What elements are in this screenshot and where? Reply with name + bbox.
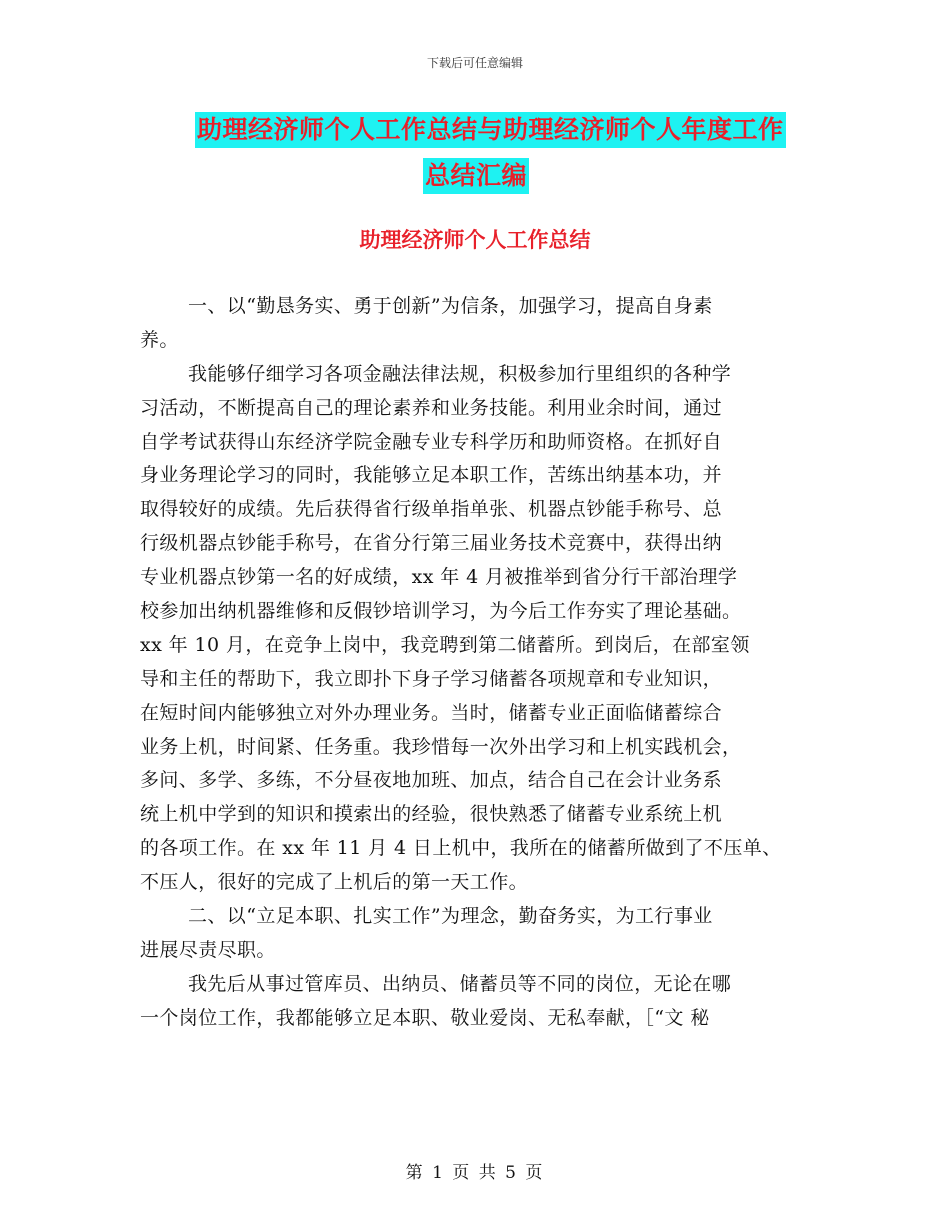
paragraph-line: 我能够仔细学习各项金融法律法规，积极参加行里组织的各种学	[188, 362, 732, 385]
document-title-line-2: 总结汇编	[423, 158, 529, 194]
paragraph-line: 统上机中学到的知识和摸索出的经验，很快熟悉了储蓄专业系统上机	[140, 803, 723, 826]
paragraph-line: 不压人，很好的完成了上机后的第一天工作。	[140, 871, 529, 894]
paragraph-line: 的各项工作。在 xx 年 11 月 4 日上机中，我所在的储蓄所做到了不压单、	[140, 837, 782, 860]
paragraph-line: 业务上机，时间紧、任务重。我珍惜每一次外出学习和上机实践机会，	[140, 735, 742, 758]
paragraph-line: 取得较好的成绩。先后获得省行级单指单张、机器点钞能手称号、总	[140, 498, 723, 521]
paragraph-line: 习活动，不断提高自己的理论素养和业务技能。利用业余时间，通过	[140, 396, 723, 419]
paragraph-line: 进展尽责尽职。	[140, 938, 276, 961]
paragraph-line: 一、以“勤恳务实、勇于创新”为信条，加强学习，提高自身素	[188, 295, 713, 317]
paragraph-line: 二、以“立足本职、扎实工作”为理念，勤奋务实，为工行事业	[188, 905, 713, 928]
page-header-note: 下载后可任意编辑	[426, 56, 523, 70]
paragraph-line: 自学考试获得山东经济学院金融专业专科学历和助师资格。在抓好自	[140, 430, 723, 453]
paragraph-line: 校参加出纳机器维修和反假钞培训学习，为今后工作夯实了理论基础。	[140, 600, 742, 623]
paragraph-line: 导和主任的帮助下，我立即扑下身子学习储蓄各项规章和专业知识，	[140, 667, 723, 690]
paragraph-line: 一个岗位工作，我都能够立足本职、敬业爱岗、无私奉献，［“文 秘	[140, 1006, 710, 1029]
document-body	[140, 290, 800, 1036]
page-number-footer: 第 1 页 共 5 页	[405, 1163, 545, 1183]
paragraph-line: xx 年 10 月，在竞争上岗中，我竞聘到第二储蓄所。到岗后，在部室领	[140, 633, 750, 656]
paragraph-line: 在短时间内能够独立对外办理业务。当时，储蓄专业正面临储蓄综合	[140, 701, 723, 724]
paragraph-line: 专业机器点钞第一名的好成绩，xx 年 4 月被推举到省分行干部治理学	[140, 566, 738, 589]
paragraph-line: 养。	[140, 328, 179, 351]
document-title-line-1: 助理经济师个人工作总结与助理经济师个人年度工作	[195, 112, 786, 148]
paragraph-line: 多问、多学、多练，不分昼夜地加班、加点，结合自己在会计业务系	[140, 769, 723, 792]
section-title: 助理经济师个人工作总结	[359, 228, 591, 252]
paragraph-line: 我先后从事过管库员、出纳员、储蓄员等不同的岗位，无论在哪	[188, 972, 732, 995]
paragraph-line: 身业务理论学习的同时，我能够立足本职工作，苦练出纳基本功，并	[140, 464, 723, 487]
paragraph-line: 行级机器点钞能手称号，在省分行第三届业务技术竞赛中，获得出纳	[140, 532, 723, 555]
